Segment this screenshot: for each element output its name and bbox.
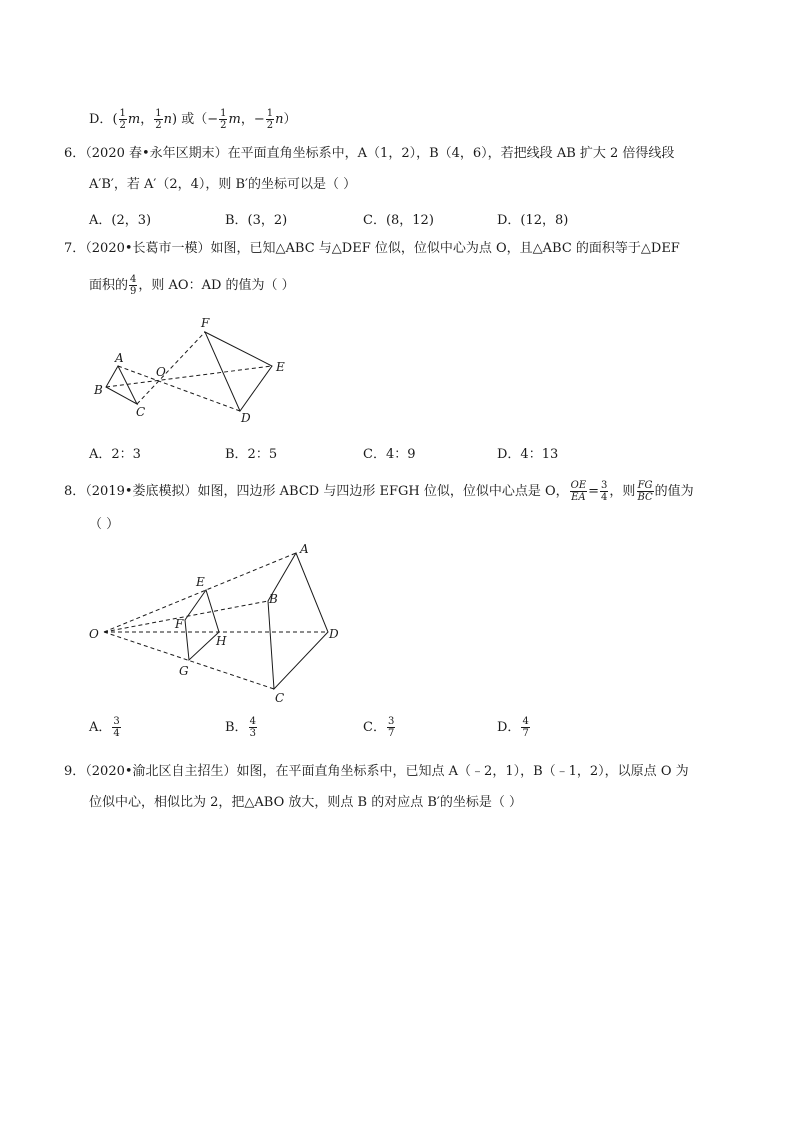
fraction: $\frac{FG}{BC}$ <box>637 480 653 503</box>
label-d: D <box>329 627 339 641</box>
fraction: $\frac{1}{2}$ <box>220 108 227 131</box>
q9-stem-line2: 位似中心，相似比为 2，把△ABO 放大，则点 B 的对应点 B′的坐标是（ ） <box>89 795 522 810</box>
label-g: G <box>179 664 189 678</box>
label-o: O <box>89 627 99 641</box>
q6-option-d: D．(12，8) <box>497 213 569 228</box>
quad-abcd <box>268 553 328 689</box>
triangle-def <box>205 332 272 411</box>
q8-option-b: B． $\frac{4}{3}$ <box>225 716 256 739</box>
label-a: A <box>115 351 124 365</box>
q8-option-d: D． $\frac{4}{7}$ <box>497 716 529 739</box>
q7-option-a: A．2：3 <box>89 447 141 462</box>
fraction: $\frac{1}{2}$ <box>266 108 274 131</box>
fraction: $\frac{OE}{EA}$ <box>570 480 587 503</box>
fraction: $\frac{3}{4}$ <box>113 716 120 739</box>
q8-stem-line2: （ ） <box>89 517 120 532</box>
q6-option-a: A．(2，3) <box>89 213 152 228</box>
ray-o-a <box>104 553 296 632</box>
line-b-e <box>106 366 272 387</box>
q6-stem-line2: A′B′，若 A′（2，4），则 B′的坐标可以是（ ） <box>89 177 357 192</box>
q7-stem-line2: 面积的 $\frac{4}{9}$ ，则 AO：AD 的值为（ ） <box>89 274 295 297</box>
fraction: $\frac{4}{9}$ <box>130 274 137 297</box>
label-a: A <box>300 542 309 556</box>
label-f: F <box>175 617 184 631</box>
q8-option-c: C． $\frac{3}{7}$ <box>363 716 395 739</box>
q7-stem-line1: 7．（2020•长葛市一模）如图，已知△ABC 与△DEF 位似，位似中心为点 O，且△ABC 的面积等于△DEF <box>64 241 680 256</box>
q6-option-b: B．(3，2) <box>225 213 288 228</box>
q7-option-d: D．4：13 <box>497 447 559 462</box>
fraction: $\frac{4}{3}$ <box>249 716 256 739</box>
fraction: $\frac{1}{2}$ <box>155 108 162 131</box>
q5-option-d: D．( $\frac{1}{2}$ m， $\frac{1}{2}$ n) 或（− $\frac{1}{2}$ m，− $\frac{1}{2}$ n） <box>89 108 297 131</box>
label-d: D <box>241 411 251 425</box>
line-c-f <box>137 332 205 404</box>
q8-option-a: A． $\frac{3}{4}$ <box>89 716 120 739</box>
label-f: F <box>201 316 210 330</box>
fraction: $\frac{3}{4}$ <box>601 480 608 503</box>
fraction: $\frac{1}{2}$ <box>119 108 126 131</box>
label-c: C <box>136 405 146 419</box>
quad-efgh <box>185 590 219 660</box>
q9-stem-line1: 9．（2020•渝北区自主招生）如图，在平面直角坐标系中，已知点 A（﹣2，1），B（﹣1，2），以原点 O 为 <box>64 764 689 779</box>
label-c: C <box>275 691 285 705</box>
label-e: E <box>276 360 285 374</box>
q7-option-c: C．4：9 <box>363 447 416 462</box>
label-b: B <box>94 383 103 397</box>
q6-stem-line1: 6．（2020 春•永年区期末）在平面直角坐标系中，A（1，2），B（4，6），若把线段 AB 扩大 2 倍得线段 <box>64 146 675 161</box>
q6-option-c: C．(8，12) <box>363 213 434 228</box>
label-e: E <box>196 575 205 589</box>
fraction: $\frac{3}{7}$ <box>387 716 395 739</box>
q8-stem-line1: 8．（2019•娄底模拟）如图，四边形 ABCD 与四边形 EFGH 位似，位似中心点是 O， $\frac{OE}{EA}$ = $\frac{3}{4}$ ，则 $\frac{FG}{BC}$ 的值为 <box>64 480 694 503</box>
q7-option-b: B．2：5 <box>225 447 278 462</box>
q7-homothety-figure <box>90 310 300 425</box>
q8-homothety-figure <box>88 540 348 710</box>
label-b: B <box>269 592 278 606</box>
label-o: O <box>156 365 166 379</box>
label-h: H <box>216 634 227 648</box>
fraction: $\frac{4}{7}$ <box>522 716 529 739</box>
